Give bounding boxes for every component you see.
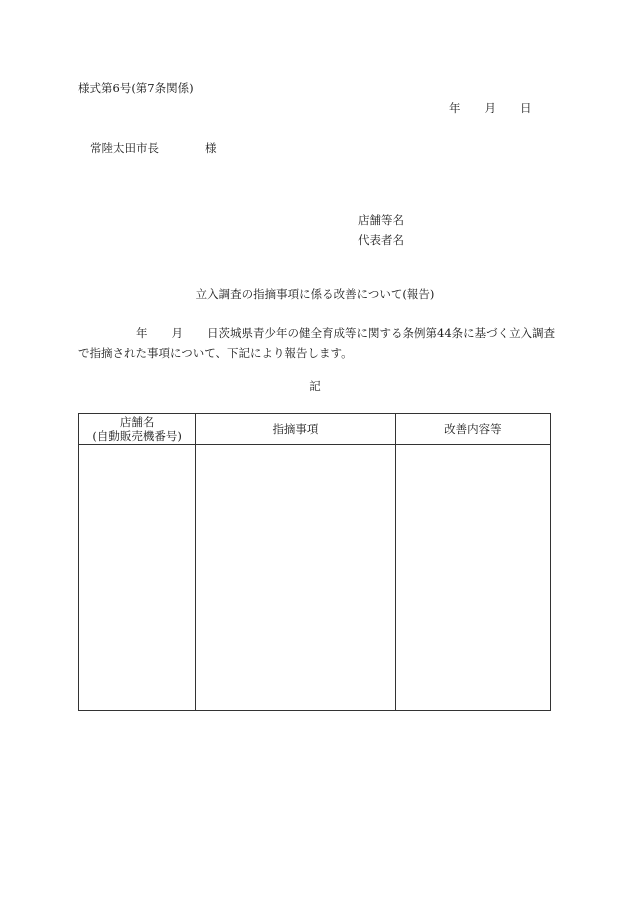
- store-name-header-line2: (自動販売機番号): [92, 429, 182, 443]
- body-month: 月: [171, 326, 183, 340]
- table-header-row: [79, 414, 551, 445]
- document-title: 立入調査の指摘事項に係る改善について(報告): [195, 287, 435, 301]
- store-name-header-line1: 店舗名: [119, 415, 155, 429]
- body-sentence: 日茨城県青少年の健全育成等に関する条例第44条に基づく立入調査で指摘された事項について、下記により報告します。: [78, 326, 556, 360]
- date-year: 年: [449, 101, 461, 115]
- table-row: [79, 445, 551, 711]
- report-table: [78, 413, 551, 711]
- body-text: [78, 323, 558, 363]
- representative-label: 代表者名: [358, 233, 404, 247]
- store-name-label: 店舗等名: [358, 213, 404, 227]
- improvements-cell[interactable]: [395, 445, 550, 711]
- store-name-header: [79, 414, 196, 445]
- ki-heading: 記: [309, 379, 321, 393]
- date-day: 日: [520, 101, 532, 115]
- items-cell[interactable]: [196, 445, 395, 711]
- date-month: 月: [484, 101, 496, 115]
- store-name-cell[interactable]: [79, 445, 196, 711]
- addressee: [90, 140, 217, 156]
- improvements-header: 改善内容等: [395, 414, 550, 445]
- addressee-honorific: 様: [205, 141, 217, 155]
- addressee-name: 常陸太田市長: [90, 141, 159, 155]
- items-header: 指摘事項: [196, 414, 395, 445]
- body-year: 年: [136, 326, 148, 340]
- date-line: [449, 100, 532, 116]
- form-number: 様式第6号(第7条関係): [78, 81, 194, 95]
